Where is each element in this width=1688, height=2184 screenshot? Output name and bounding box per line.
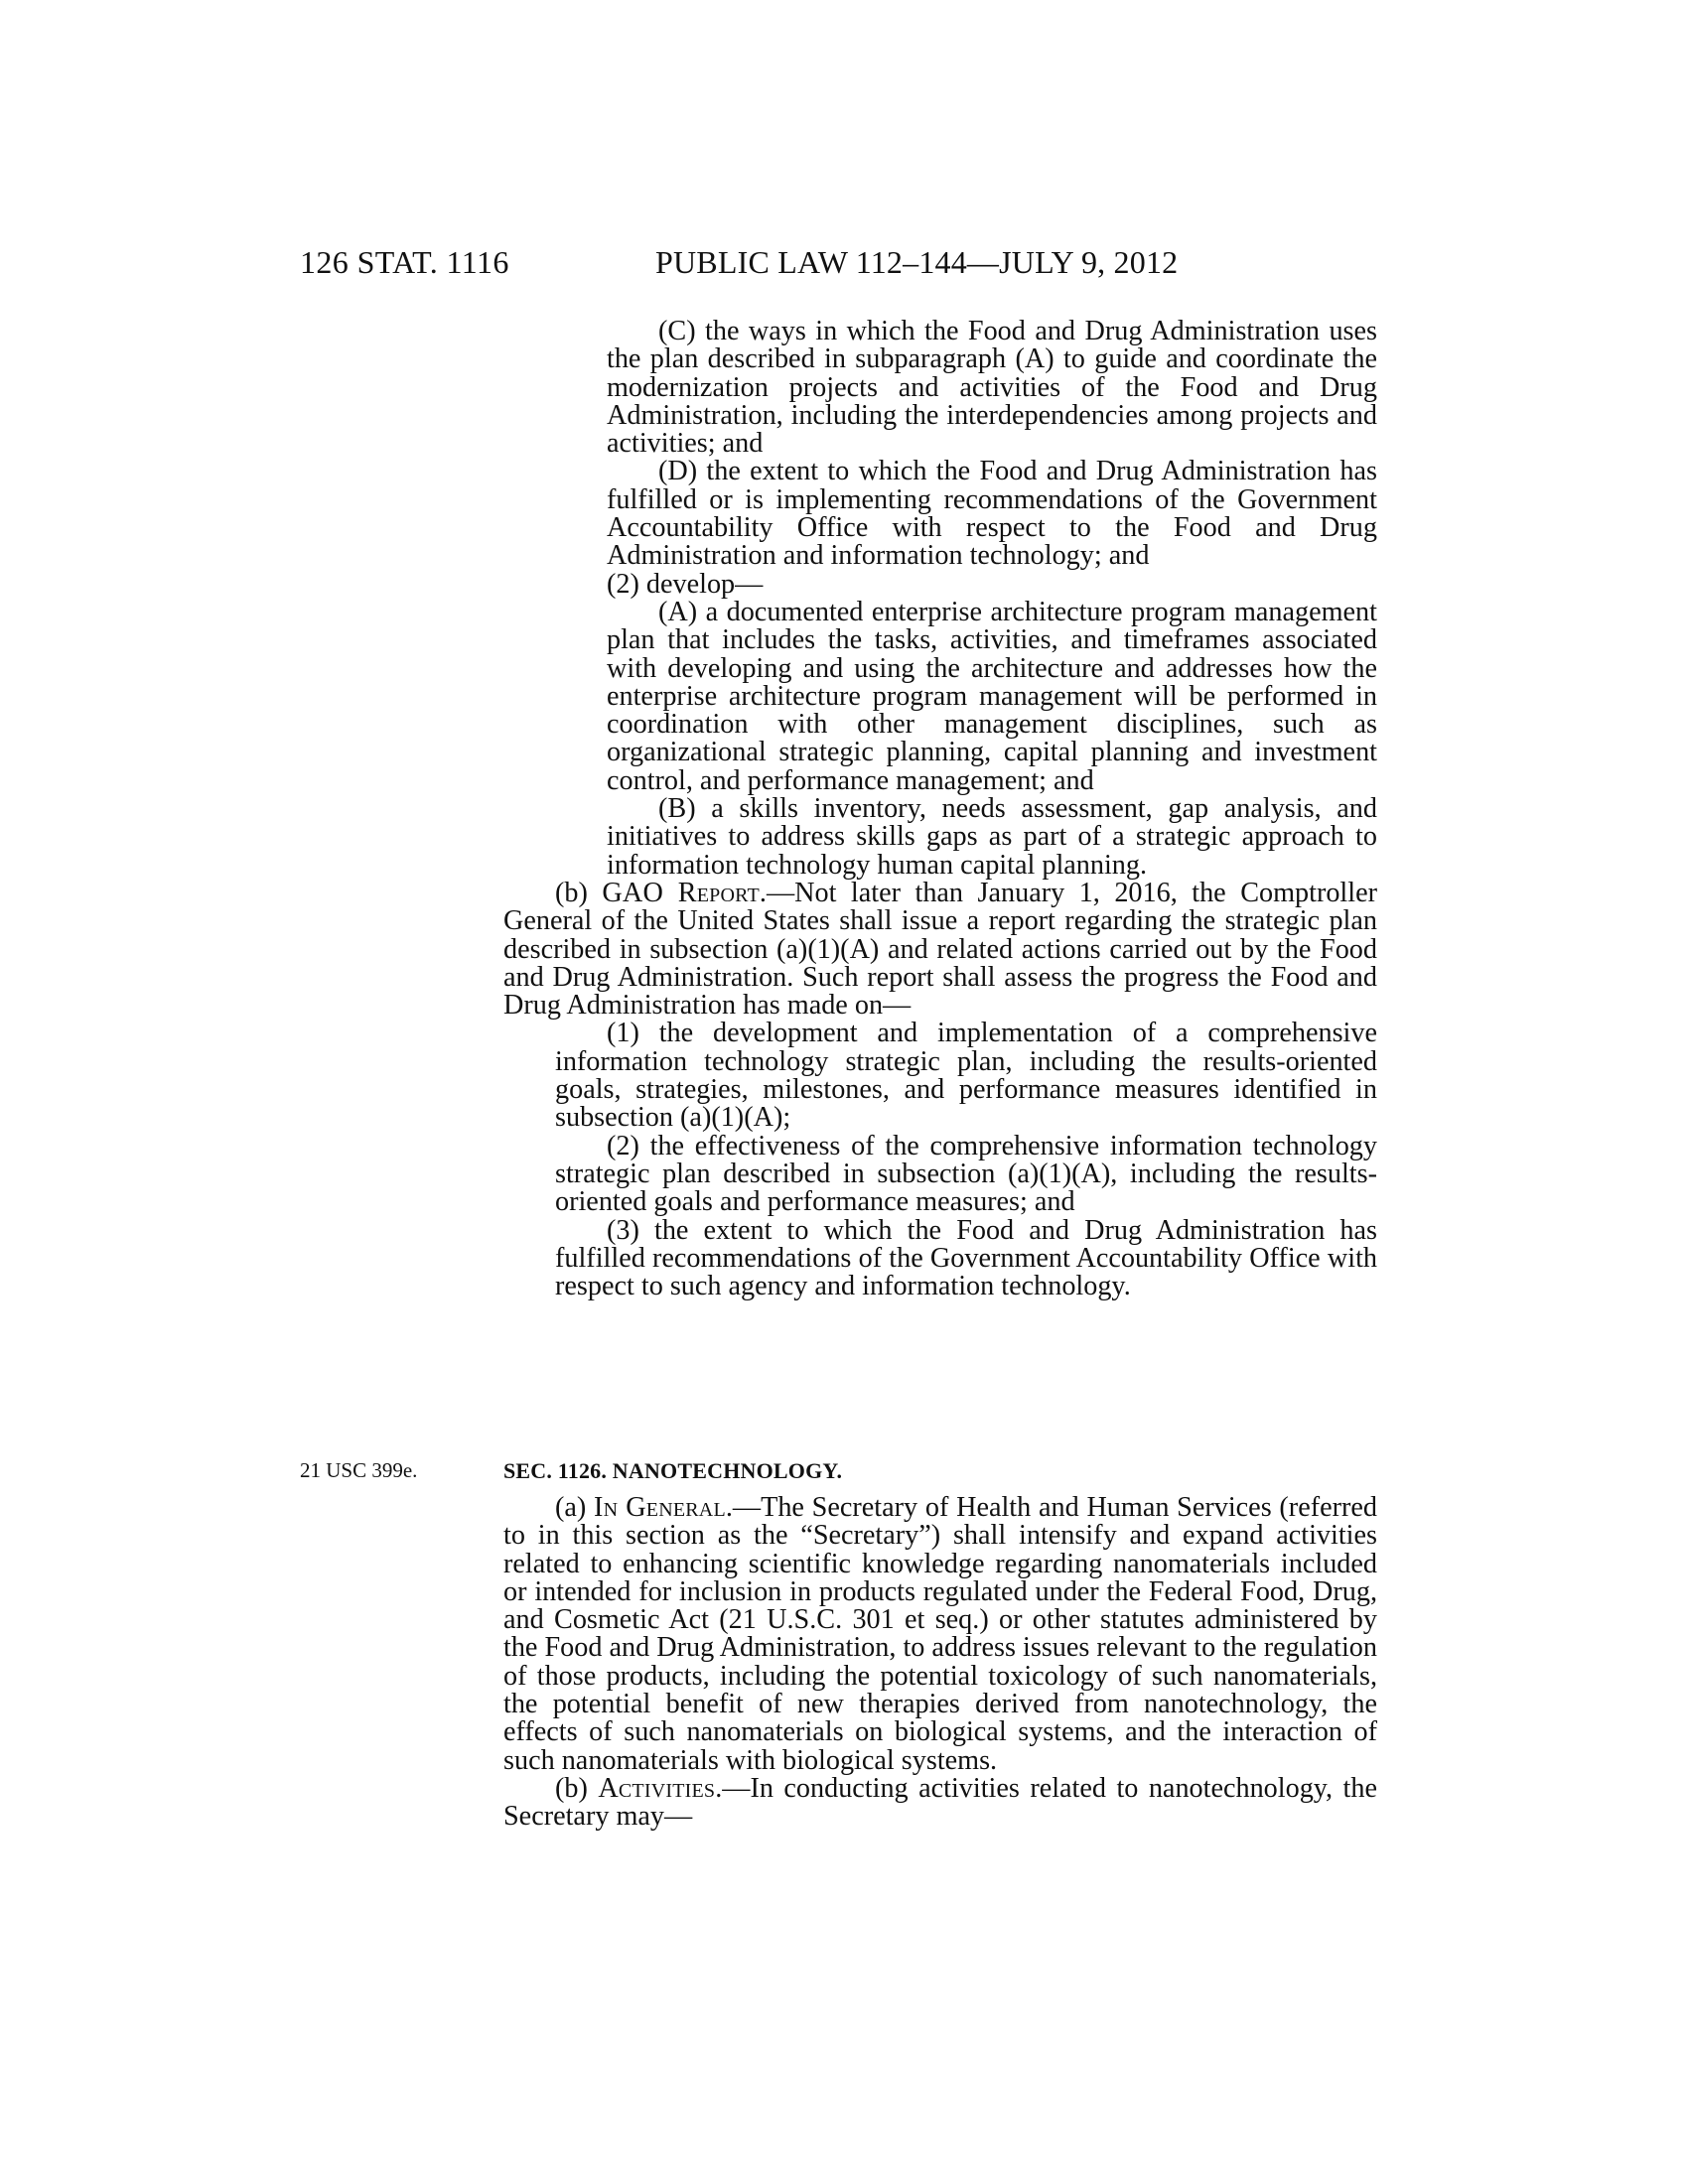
subsection-b-label: (b) — [555, 877, 603, 908]
section-1126-body — [503, 1494, 1377, 1832]
paragraph-2b: (B) a skills inventory, needs assessment, gap analysis, and initiatives to address skills gaps as part of a strategic approach to information technology human capital planning. — [607, 793, 1377, 881]
subsection-a-heading: In General — [594, 1492, 726, 1523]
subsection-b-activities-label: (b) — [555, 1772, 599, 1804]
paragraph-d: (D) the extent to which the Food and Drug Administration has fulfilled or is implementing recommendations of the Government Accountability Office with respect to the Food and Drug Administration and information technology; and — [607, 456, 1377, 572]
usc-margin-note: 21 USC 399e. — [300, 1458, 418, 1482]
subsection-b-activities-text: .—In conducting activities related to nanotechnology, the Secretary may— — [503, 1772, 1377, 1833]
subsection-b-gao-report — [503, 877, 1377, 1022]
subsection-b-text: .—Not later than January 1, 2016, the Comptroller General of the United States shall issue a report regarding the strategic plan described in subsection (a)(1)(A) and related actions carried out by the Food and Drug Administration. Such report shall assess the progress the Food and Drug Administration has made on— — [503, 877, 1377, 1022]
public-law-header: PUBLIC LAW 112–144—JULY 9, 2012 — [655, 244, 1179, 280]
section-1126-subsection-b — [503, 1772, 1377, 1833]
subsection-a-label: (a) — [555, 1492, 595, 1523]
paragraph-2a: (A) a documented enterprise architecture program management plan that includes the tasks, activities, and timeframes associated with developing and using the architecture and addresses how the enterprise architecture program management will be performed in coordination with other management disciplines, such as organizational strategic planning, capital planning and investment control, and performance management; and — [607, 596, 1377, 796]
subsection-a-text: .—The Secretary of Health and Human Services (referred to in this section as the “Secretary”) shall intensify and expand activities related to enhancing scientific knowledge regarding nanomaterials included or intended for inclusion in products regulated under the Federal Food, Drug, and Cosmetic Act (21 U.S.C. 301 et seq.) or other statutes administered by the Food and Drug Administration, to address issues relevant to the regulation of those products, including the potential toxicology of such nanomaterials, the potential benefit of new therapies derived from nanotechnology, the effects of such nanomaterials on biological systems, and the interaction of such nanomaterials with biological systems. — [503, 1492, 1377, 1776]
subsection-b-heading: GAO Report — [602, 877, 760, 908]
gao-report-item-1: (1) the development and implementation of a comprehensive information technology strategic plan, including the results-oriented goals, strategies, milestones, and performance measures identified in subsection (a)(1)(A); — [555, 1018, 1377, 1134]
main-text-column — [503, 318, 1377, 1300]
section-1126-subsection-a — [503, 1494, 1377, 1775]
section-1126-heading: SEC. 1126. NANOTECHNOLOGY. — [503, 1458, 843, 1483]
paragraph-2-develop: (2) develop— — [607, 568, 764, 600]
statute-page-reference: 126 STAT. 1116 — [300, 244, 509, 280]
subsection-b-activities-heading: Activities — [598, 1772, 716, 1804]
paragraph-c: (C) the ways in which the Food and Drug Administration uses the plan described in subparagraph (A) to guide and coordinate the modernization projects and activities of the Food and Drug Administration, including the interdependencies among projects and activities; and — [607, 316, 1377, 460]
gao-report-item-2: (2) the effectiveness of the comprehensive information technology strategic plan described in subsection (a)(1)(A), including the results-oriented goals and performance measures; and — [555, 1130, 1377, 1218]
gao-report-item-3: (3) the extent to which the Food and Drug Administration has fulfilled recommendations of the Government Accountability Office with respect to such agency and information technology. — [555, 1214, 1377, 1302]
